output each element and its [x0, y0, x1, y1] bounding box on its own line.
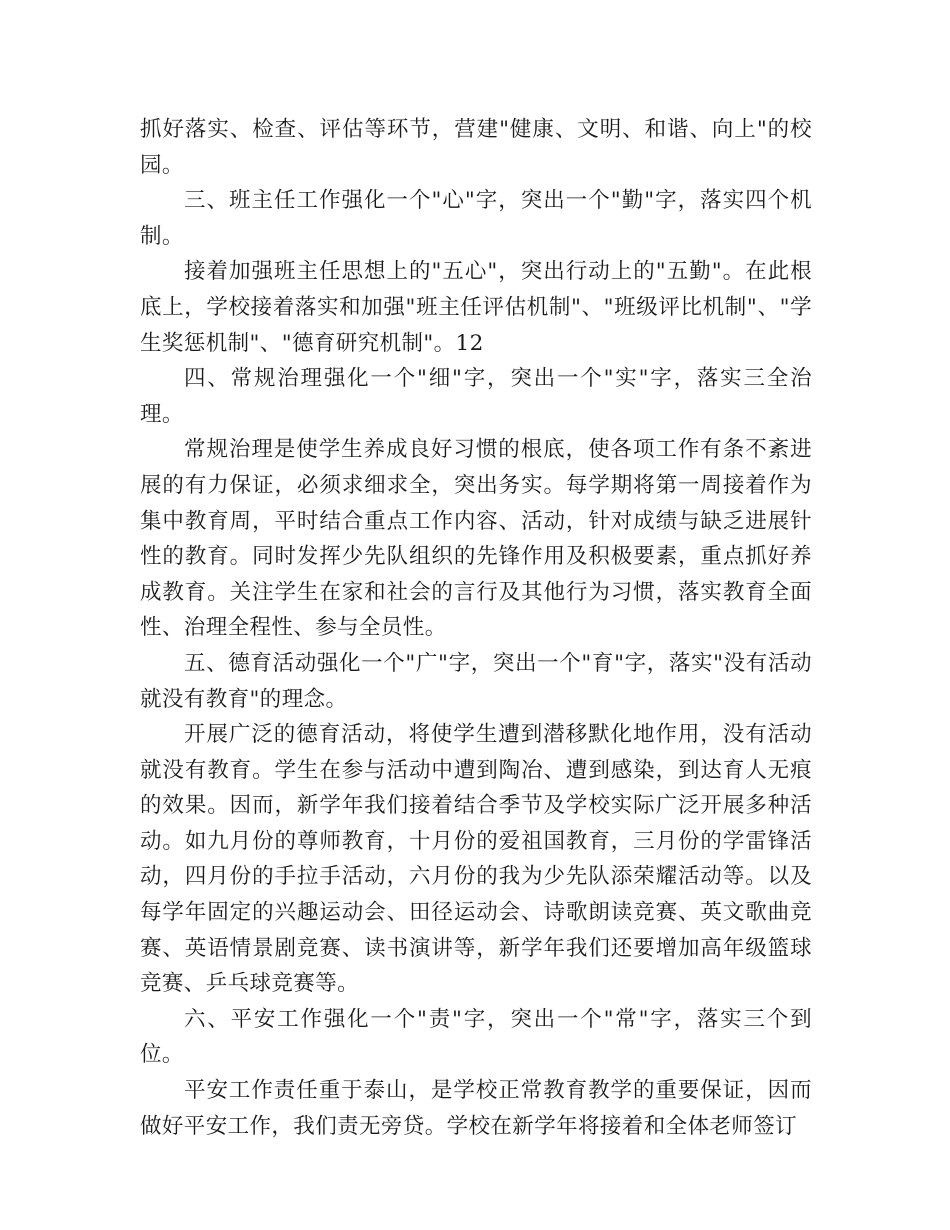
heading-section-3: 三、班主任工作强化一个"心"字，突出一个"勤"字，落实四个机制。: [140, 188, 812, 249]
paragraph-section-6: 平安工作责任重于泰山，是学校正常教育教学的重要保证，因而做好平安工作，我们责无旁贷。学校在新学年将接着和全体老师签订: [140, 1078, 812, 1139]
paragraph-section-5: 开展广泛的德育活动，将使学生遭到潜移默化地作用，没有活动就没有教育。学生在参与活动中遭到陶冶、遭到感染，到达育人无痕的效果。因而，新学年我们接着结合季节及学校实际广泛开展多种活动。如九月份的尊师教育，十月份的爱祖国教育，三月份的学雷锋活动，四月份的手拉手活动，六月份的我为少先队添荣耀活动等。以及每学年固定的兴趣运动会、田径运动会、诗歌朗读竞赛、英文歌曲竞赛、英语情景剧竞赛、读书演讲等，新学年我们还要增加高年级篮球竞赛、乒乓球竞赛等。: [140, 722, 812, 997]
document-body: [140, 112, 812, 1144]
paragraph-1: 抓好落实、检查、评估等环节，营建"健康、文明、和谐、向上"的校园。: [140, 117, 812, 178]
heading-section-5: 五、德育活动强化一个"广"字，突出一个"育"字，落实"没有活动就没有教育"的理念。: [140, 650, 812, 712]
paragraph-section-3: 接着加强班主任思想上的"五心"，突出行动上的"五勤"。在此根底上，学校接着落实和加强"班主任评估机制"、"班级评比机制"、"学生奖惩机制"、"德育研究机制"。12: [140, 259, 812, 356]
paragraph-section-4: 常规治理是使学生养成良好习惯的根底，使各项工作有条不紊进展的有力保证，必须求细求全，突出务实。每学期将第一周接着作为集中教育周，平时结合重点工作内容、活动，针对成绩与缺乏进展针性的教育。同时发挥少先队组织的先锋作用及积极要素，重点抓好养成教育。关注学生在家和社会的言行及其他行为习惯，落实教育全面性、治理全程性、参与全员性。: [140, 437, 812, 641]
heading-section-6: 六、平安工作强化一个"责"字，突出一个"常"字，落实三个到位。: [140, 1006, 812, 1068]
heading-section-4: 四、常规治理强化一个"细"字，突出一个"实"字，落实三全治理。: [140, 366, 812, 427]
